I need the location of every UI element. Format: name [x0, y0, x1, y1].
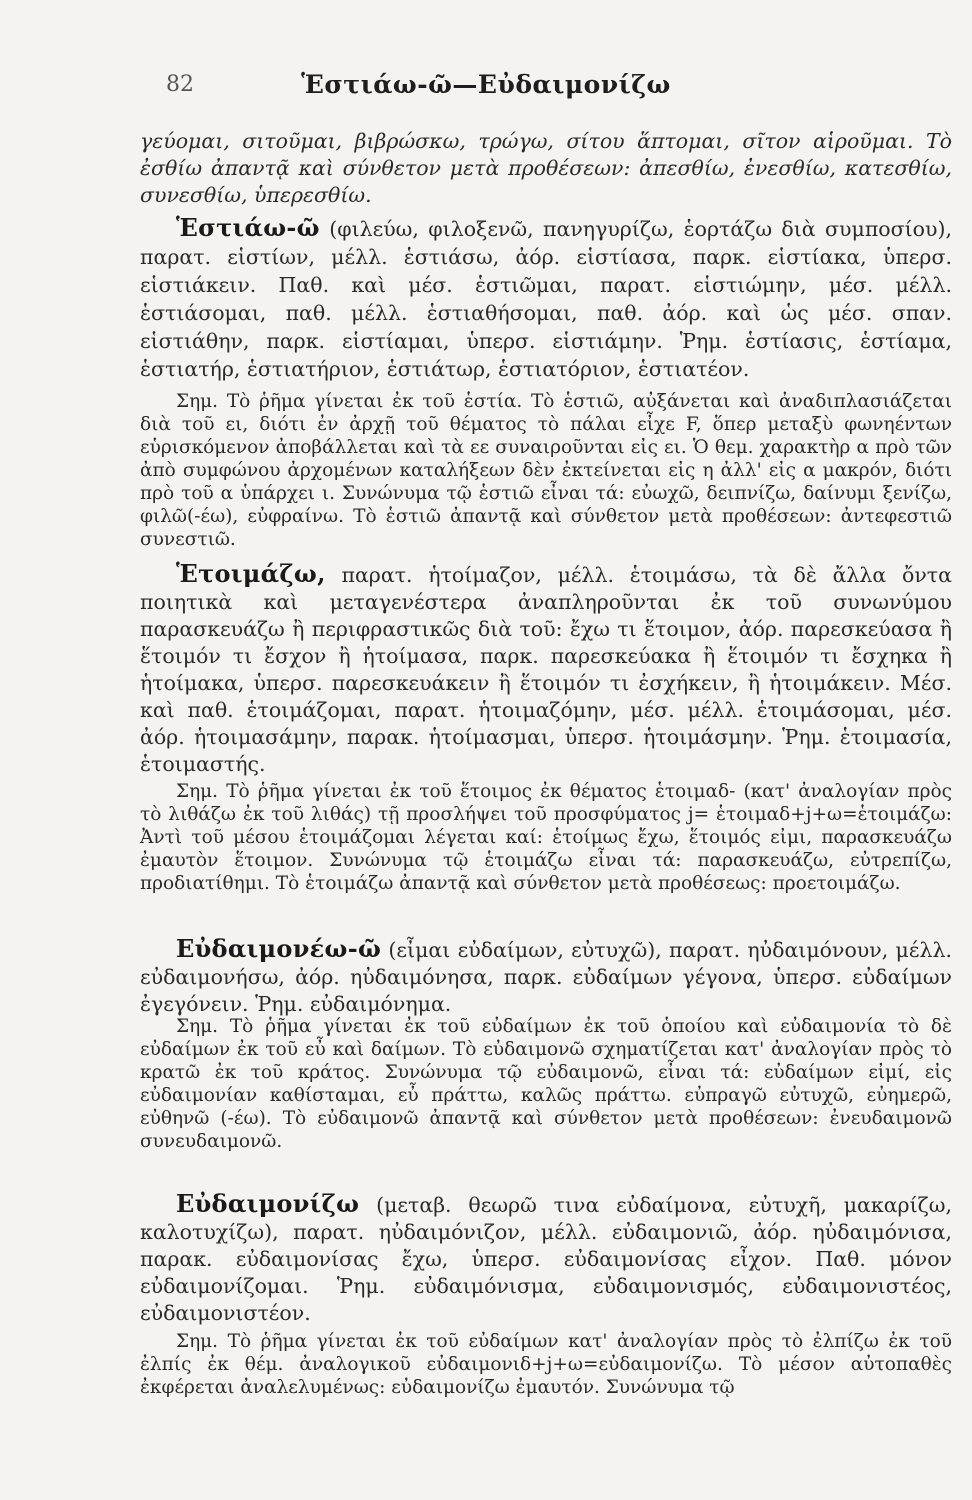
note-eudaimoneo: [140, 1015, 952, 1153]
continuation-paragraph: [140, 128, 952, 209]
entry-body: (μεταβ. θεωρῶ τινα εὐδαίμονα, εὐτυχῆ, μακαρίζω, καλοτυχίζω), παρατ. ηὐδαιμόνιζον, μέλλ. εὐδαιμονιῶ, ἀόρ. ηὐδαιμόνισα, παρακ. εὐδαιμονίσας ἔχω, ὑπερσ. εὐδαιμονίσας εἶχον. Παθ. μόνον εὐδαιμονίζομαι. Ῥημ. εὐδαιμόνισμα, εὐδαιμονισμός, εὐδαιμονιστέος, εὐδαιμονιστέον.: [140, 1193, 952, 1325]
note-etoimazo: [140, 780, 952, 895]
note-eudaimonizo: [140, 1330, 952, 1399]
note-text: Σημ. Τὸ ῥῆμα γίνεται ἐκ τοῦ ἑστία. Τὸ ἑστιῶ, αὐξάνεται καὶ ἀναδιπλασιάζεται διὰ τοῦ ει, διότι ἐν ἀρχῇ τοῦ θέματος τὸ πάλαι εἶχε F, ὅπερ μεταξὺ φωνηέντων εὑρισκόμενον ἀποβάλλεται καὶ τὰ εε συναιροῦνται εἰς ει. Ὁ θεμ. χαρακτὴρ α πρὸ τῶν ἀπὸ συμφώνου ἀρχομένων καταλήξεων δὲν ἐκτείνεται εἰς η ἀλλ' εἰς α μακρόν, διότι πρὸ τοῦ α ὑπάρχει ι. Συνώνυμα τῷ ἑστιῶ εἶναι τά: εὐωχῶ, δειπνίζω, δαίνυμι ξενίζω, φιλῶ(-έω), εὐφραίνω. Τὸ ἑστιῶ ἀπαντᾷ καὶ σύνθετον μετὰ προθέσεων: ἀντεφεστιῶ συνεστιῶ.: [140, 391, 952, 550]
entry-body: παρατ. ἡτοίμαζον, μέλλ. ἑτοιμάσω, τὰ δὲ ἄλλα ὄντα ποιητικὰ καὶ μεταγενέστερα ἀναπληροῦνται ἐκ τοῦ συνωνύμου παρασκευάζω ἢ περιφραστικῶς διὰ τοῦ: ἔχω τι ἕτοιμον, ἀόρ. παρεσκεύασα ἢ ἕτοιμόν τι ἔσχον ἢ ἡτοίμασα, παρκ. παρεσκεύακα ἢ ἕτοιμόν τι ἔσχηκα ἢ ἡτοίμακα, ὑπερσ. παρεσκευάκειν ἢ ἕτοιμόν τι ἐσχήκειν, ἢ ἡτοιμάκειν. Μέσ. καὶ παθ. ἑτοιμάζομαι, παρατ. ἡτοιμαζόμην, μέσ. μέλλ. ἑτοιμάσομαι, μέσ. ἀόρ. ἡτοιμασάμην, παρακ. ἡτοίμασμαι, ὑπερσ. ἡτοιμάσμην. Ῥημ. ἑτοιμασία, ἑτοιμαστής.: [140, 563, 952, 776]
entry-eudaimonizo: [140, 1190, 952, 1327]
entry-headword: Ἑτοιμάζω,: [176, 559, 326, 588]
entry-headword: Εὐδαιμονέω-ῶ: [176, 934, 382, 963]
entry-etoimazo: [140, 560, 952, 778]
entry-body: (εἶμαι εὐδαίμων, εὐτυχῶ), παρατ. ηὐδαιμόνουν, μέλλ. εὐδαιμονήσω, ἀόρ. ηὐδαιμόνησα, παρκ. εὐδαίμων γέγονα, ὑπερσ. εὐδαίμων ἐγεγόνειν. Ῥημ. εὐδαιμόνημα.: [140, 938, 952, 1016]
note-text: Σημ. Τὸ ῥῆμα γίνεται ἐκ τοῦ ἕτοιμος ἐκ θέματος ἑτοιμαδ- (κατ' ἀναλογίαν πρὸς τὸ λιθάζω ἐκ τοῦ λιθάς) τῇ προσλήψει τοῦ προσφύματος j= ἑτοιμαδ+j+ω=ἑτοιμάζω: Ἀντὶ τοῦ μέσου ἑτοιμάζομαι λέγεται καί: ἑτοίμως ἔχω, ἕτοιμός εἰμι, παρασκευάζω ἐμαυτὸν ἕτοιμον. Συνώνυμα τῷ ἑτοιμάζω εἶναι τά: παρασκευάζω, εὐτρεπίζω, προδιατίθημι. Τὸ ἑτοιμάζω ἀπαντᾷ καὶ σύνθετον μετὰ προθέσεως: προετοιμάζω.: [140, 781, 952, 894]
page-number: 82: [166, 72, 194, 97]
entry-body: (φιλεύω, φιλοξενῶ, πανηγυρίζω, ἑορτάζω διὰ συμποσίου), παρατ. εἱστίων, μέλλ. ἑστιάσω, ἀόρ. εἱστίασα, παρκ. εἱστίακα, ὑπερσ. εἱστιάκειν. Παθ. καὶ μέσ. ἑστιῶμαι, παρατ. εἱστιώμην, μέσ. μέλλ. ἑστιάσομαι, παθ. μέλλ. ἑστιαθήσομαι, παθ. ἀόρ. καὶ ὡς μέσ. σπαν. εἱστιάθην, παρκ. εἱστίαμαι, ὑπερσ. εἱστιάμην. Ῥημ. ἑστίασις, ἑστίαμα, ἑστιατήρ, ἑστιατήριον, ἑστιάτωρ, ἑστιατόριον, ἑστιατέον.: [140, 217, 952, 381]
entry-eudaimoneo: [140, 935, 952, 1018]
entry-headword: Ἑστιάω-ῶ: [176, 213, 320, 242]
note-estiao: [140, 390, 952, 551]
entry-estiao: [140, 214, 952, 383]
continuation-text: γεύομαι, σιτοῦμαι, βιβρώσκω, τρώγω, σίτου ἅπτομαι, σῖτον αἱροῦμαι. Τὸ ἐσθίω ἀπαντᾷ καὶ σύνθετον μετὰ προθέσεων: ἀπεσθίω, ἐνεσθίω, κατεσθίω, συνεσθίω, ὑπερεσθίω.: [140, 129, 952, 207]
note-text: Σημ. Τὸ ῥῆμα γίνεται ἐκ τοῦ εὐδαίμων ἐκ τοῦ ὁποίου καὶ εὐδαιμονία τὸ δὲ εὐδαίμων ἐκ τοῦ εὖ καὶ δαίμων. Τὸ εὐδαιμονῶ σχηματίζεται κατ' ἀναλογίαν πρὸς τὸ κρατῶ ἐκ τοῦ κράτος. Συνώνυμα τῷ εὐδαιμονῶ, εἶναι τά: εὐδαίμων εἰμί, εἰς εὐδαιμονίαν καθίσταμαι, εὖ πράττω, καλῶς πράττω. εὐπραγῶ εὐτυχῶ, εὐημερῶ, εὐθηνῶ (-έω). Τὸ εὐδαιμονῶ ἀπαντᾷ καὶ σύνθετον μετὰ προθέσεων: ἐνευδαιμονῶ συνευδαιμονῶ.: [140, 1016, 952, 1152]
entry-headword: Εὐδαιμονίζω: [176, 1189, 360, 1218]
page-header: [0, 72, 972, 112]
note-text: Σημ. Τὸ ῥῆμα γίνεται ἐκ τοῦ εὐδαίμων κατ' ἀναλογίαν πρὸς τὸ ἐλπίζω ἐκ τοῦ ἐλπίς ἐκ θέμ. ἀναλογικοῦ εὐδαιμονιδ+j+ω=εὐδαιμονίζω. Τὸ μέσον αὐτοπαθὲς ἐκφέρεται ἀναλελυμένως: εὐδαιμονίζω ἐμαυτόν. Συνώνυμα τῷ: [140, 1331, 952, 1398]
running-head: Ἑστιάω-ῶ—Εὐδαιμονίζω: [301, 70, 671, 99]
